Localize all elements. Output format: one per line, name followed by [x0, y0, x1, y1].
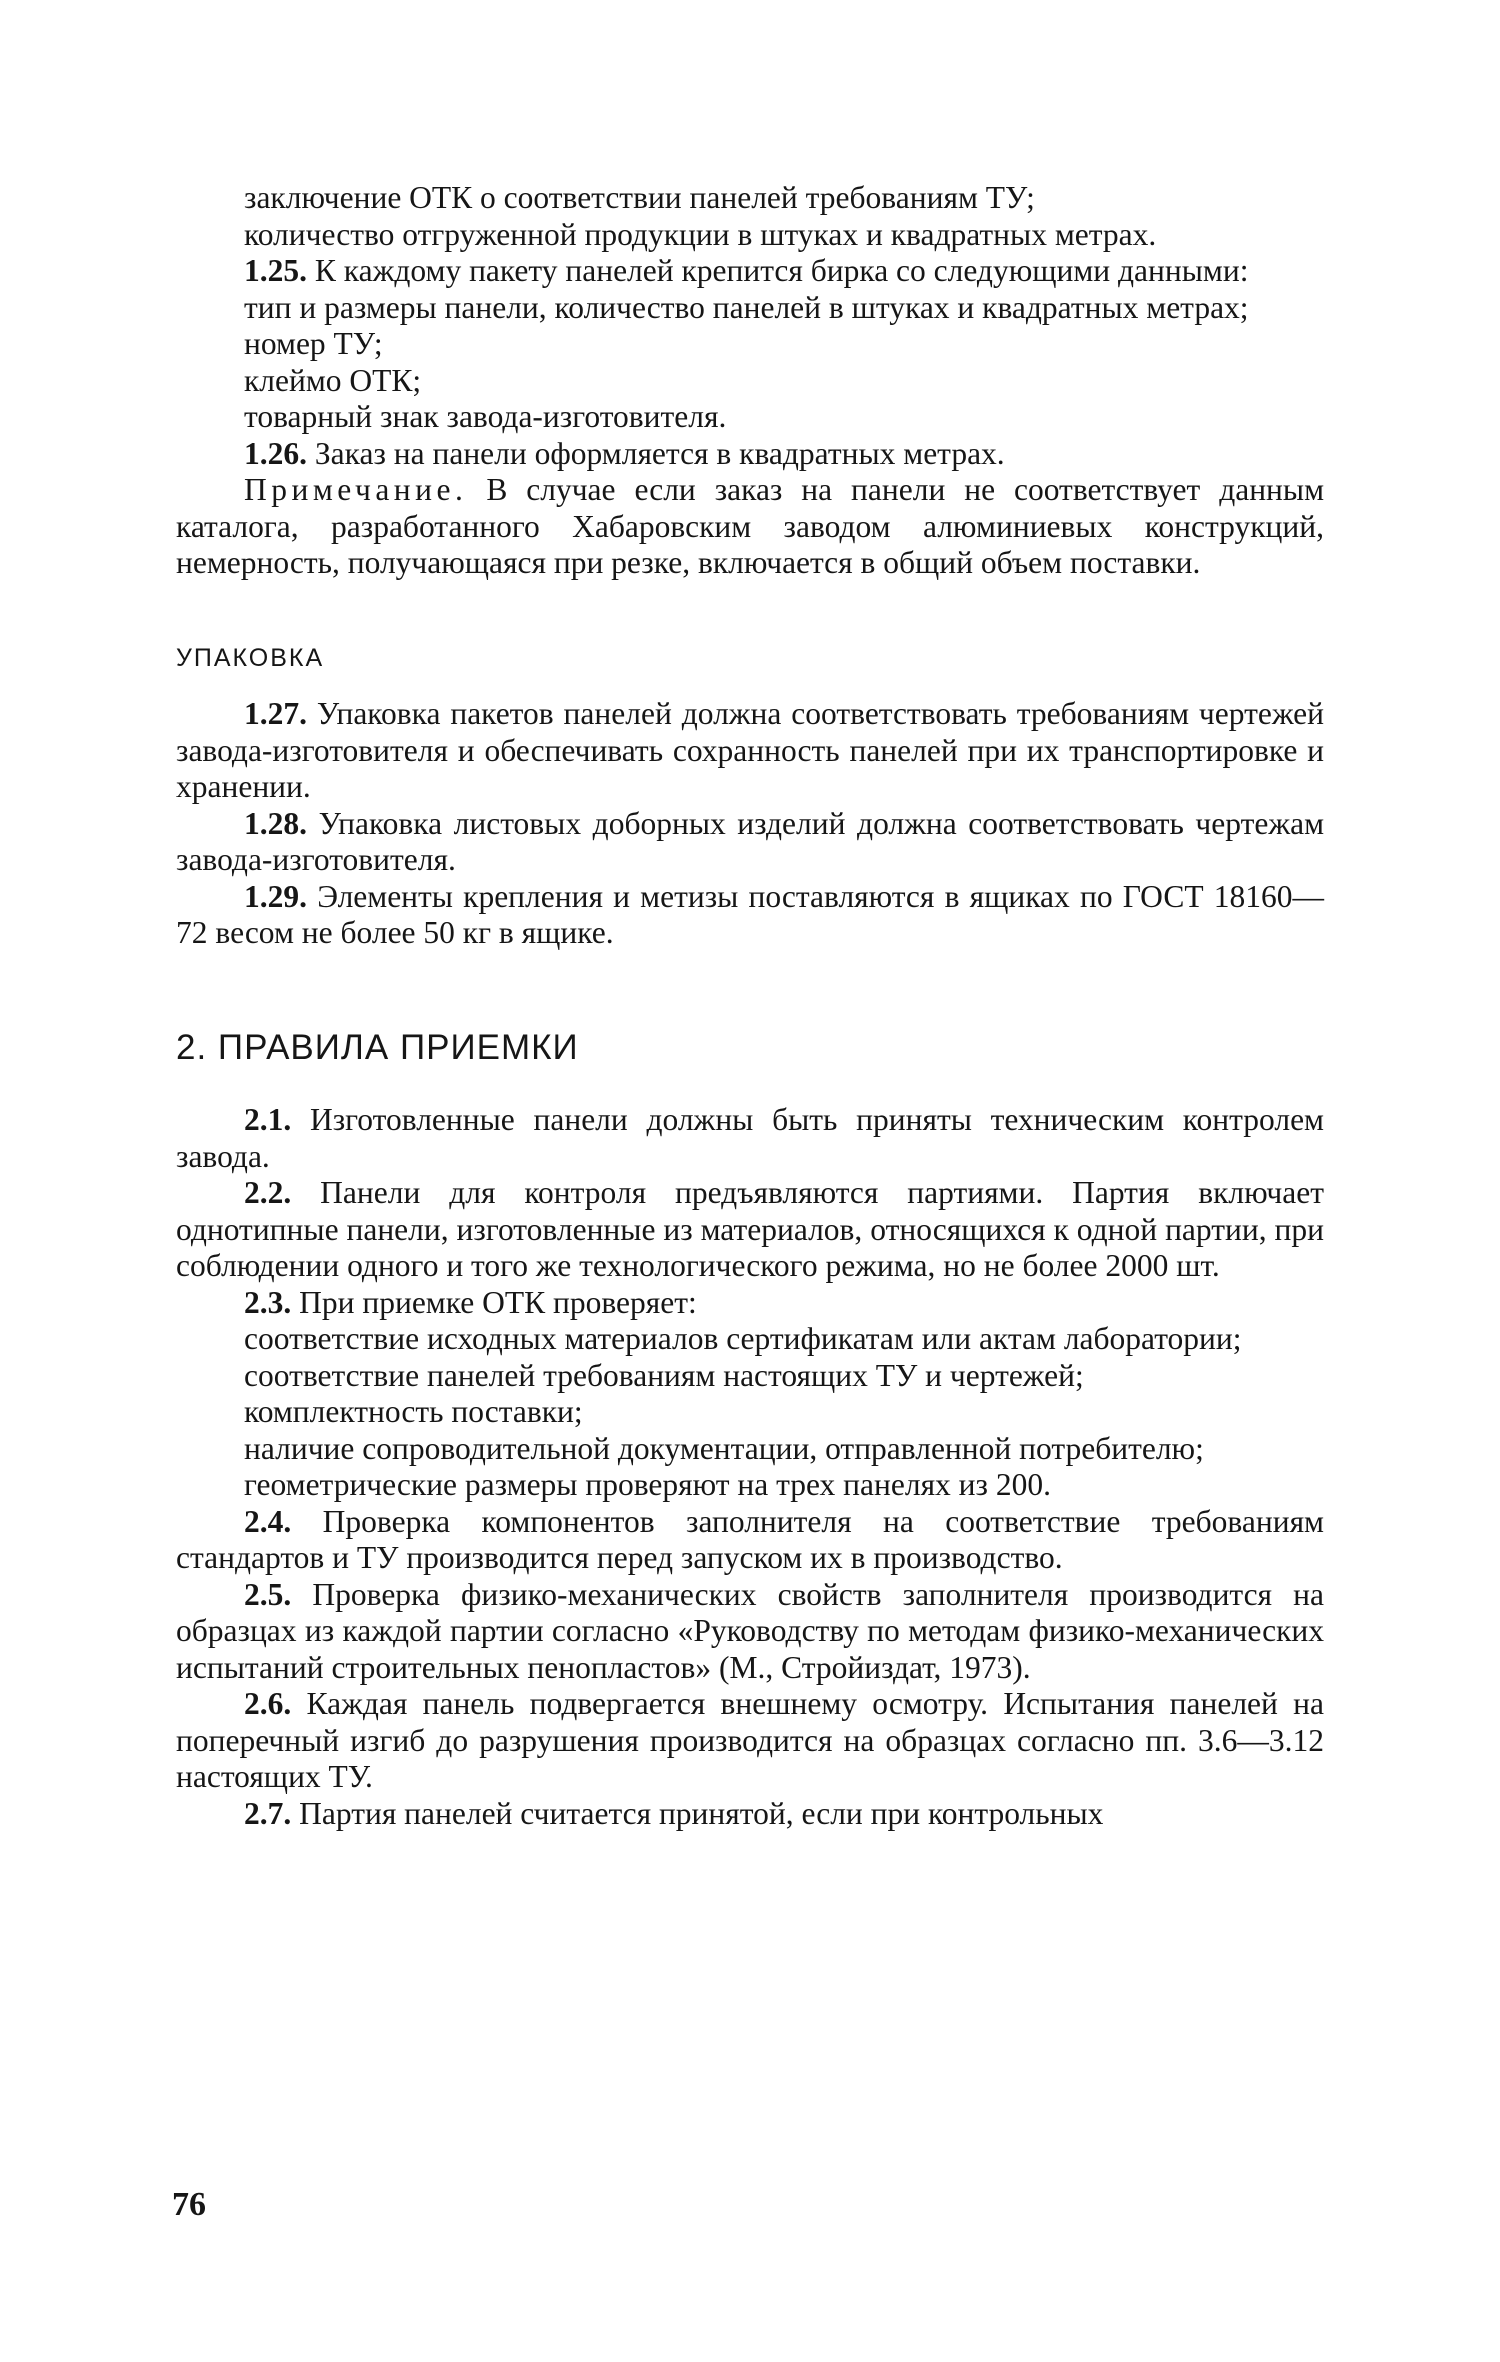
clause-number: 2.4. — [244, 1503, 292, 1539]
clause-number: 2.1. — [244, 1102, 292, 1137]
page-body — [176, 180, 1324, 1832]
clause-number: 1.29. — [244, 878, 307, 914]
section-heading-acceptance: 2. ПРАВИЛА ПРИЕМКИ — [176, 1027, 579, 1067]
paragraph-2-3: 2.3. При приемке ОТК проверяет: — [244, 1284, 697, 1320]
paragraph-1-27: 1.27. Упаковка пакетов панелей должна соответствовать требованиям чертежей завода-изготовителя и обеспечивать сохранность панелей при их транспортировке и хранении. — [176, 696, 1325, 804]
paragraph-1-26: 1.26. Заказ на панели оформляется в квадратных метрах. — [244, 435, 1005, 471]
clause-number: 2.3. — [244, 1284, 292, 1320]
clause-number: 1.28. — [244, 805, 307, 841]
section-heading-packing: УПАКОВКА — [176, 643, 325, 672]
clause-number: 2.6. — [244, 1686, 292, 1721]
note-label: Примечание. — [244, 472, 468, 507]
paragraph-2-6: 2.6. Каждая панель подвергается внешнему осмотру. Испытания панелей на поперечный изгиб до разрушения производится на образцах согласно пп. 3.6—3.12 настоящих ТУ. — [176, 1686, 1325, 1794]
paragraph-1-29: 1.29. Элементы крепления и метизы поставляются в ящиках по ГОСТ 18160—72 весом не более 50 кг в ящике. — [176, 878, 1324, 950]
paragraph-2-1: 2.1. Изготовленные панели должны быть приняты техническим контролем завода. — [176, 1102, 1324, 1174]
list-item: товарный знак завода-изготовителя. — [244, 399, 727, 434]
list-item: соответствие панелей требованиям настоящих ТУ и чертежей; — [244, 1357, 1084, 1393]
list-item: комплектность поставки; — [244, 1394, 583, 1429]
paragraph-2-4: 2.4. Проверка компонентов заполнителя на соответствие требованиям стандартов и ТУ производится перед запуском их в производство. — [176, 1503, 1324, 1575]
paragraph-1-28: 1.28. Упаковка листовых доборных изделий должна соответствовать чертежам завода-изготовителя. — [176, 805, 1324, 877]
page-number: 76 — [172, 2186, 206, 2223]
list-item: геометрические размеры проверяют на трех панелях из 200. — [244, 1467, 1051, 1502]
clause-number: 2.2. — [244, 1175, 292, 1210]
paragraph-2-5: 2.5. Проверка физико-механических свойств заполнителя производится на образцах из каждой партии согласно «Руководству по методам физико-механических испытаний строительных пенопластов» (М., Стройиздат, 1973). — [176, 1576, 1325, 1685]
note: Примечание. В случае если заказ на панели не соответствует данным каталога, разработанного Хабаровским заводом алюминиевых конструкций, немерность, получающаяся при резке, включается в общий объем поставки. — [176, 472, 1325, 580]
paragraph-2-7: 2.7. Партия панелей считается принятой, если при контрольных — [244, 1795, 1104, 1831]
clause-number: 1.25. — [244, 253, 307, 288]
paragraph-2-2: 2.2. Панели для контроля предъявляются партиями. Партия включает однотипные панели, изготовленные из материалов, относящихся к одной партии, при соблюдении одного и того же технологического режима, но не более 2000 шт. — [176, 1175, 1324, 1283]
list-item: клеймо ОТК; — [244, 362, 422, 398]
clause-number: 2.7. — [244, 1795, 292, 1831]
list-item: соответствие исходных материалов сертификатам или актам лаборатории; — [244, 1321, 1242, 1356]
list-item: количество отгруженной продукции в штуках и квадратных метрах. — [244, 216, 1157, 252]
list-item: заключение ОТК о соответствии панелей требованиям ТУ; — [244, 180, 1035, 215]
clause-number: 1.26. — [244, 435, 307, 471]
list-item: номер ТУ; — [244, 326, 383, 361]
clause-number: 2.5. — [244, 1576, 292, 1612]
list-item: тип и размеры панели, количество панелей в штуках и квадратных метрах; — [244, 289, 1249, 325]
list-item: наличие сопроводительной документации, отправленной потребителю; — [244, 1430, 1204, 1466]
paragraph-1-25: 1.25. К каждому пакету панелей крепится бирка со следующими данными: — [244, 253, 1249, 288]
clause-number: 1.27. — [244, 696, 307, 731]
